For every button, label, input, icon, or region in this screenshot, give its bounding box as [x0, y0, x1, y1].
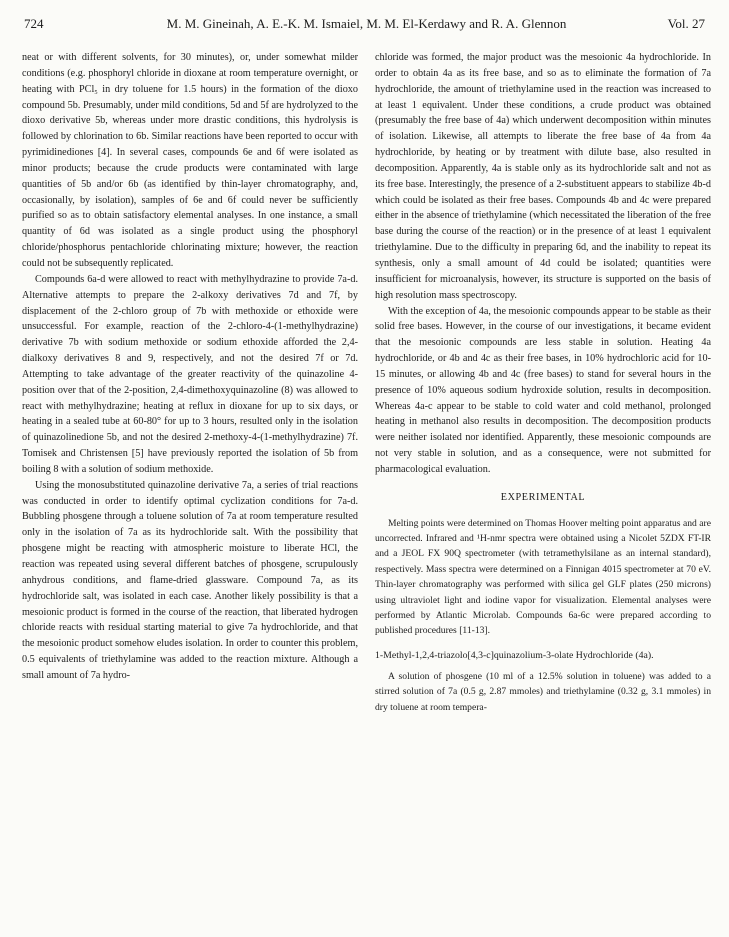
experimental-paragraph: Melting points were determined on Thomas Hoover melting point apparatus and are uncorrected. Infrared and ¹H-nmr spectra were obtained using a Nicolet 5ZDX FT-IR and a JEOL FX 90Q spectrometer (with tetramethylsilane as an internal standard), respectively. Mass spectra were determined on a Finnigan 4015 spectrometer at 70 eV. Thin-layer chromatography was performed with silica gel GLF plates (250 microns) using ultraviolet light and iodine vapor for visualization. Elemental analyses were performed by Atlantic Microlab. Compounds 6a-6c were prepared according to published procedures [11-13]. — [375, 517, 711, 637]
right-column — [375, 50, 711, 715]
page-number: 724 — [24, 16, 44, 31]
running-header — [22, 16, 711, 38]
paragraph: chloride was formed, the major product was the mesoionic 4a hydrochloride. In order to obtain 4a as its free base, and so as to eliminate the formation of 7a hydrochloride, the amount of triethylamine used in the reaction was increased to at least 1 equivalent. Under these conditions, a crude product was obtained (presumably the free base of 4a) which underwent decomposition within minutes of isolation. Likewise, all attempts to liberate the free base of 4a from 4a hydrochloride, by heating or by treatment with dilute base, also resulted in decomposition. Apparently, 4a is stable only as its hydrochloride salt and not as its free base. Interestingly, the presence of a 2-substituent appears to stabilize 4b-d which could be isolated as their free bases. Compounds 4b and 4c were prepared either in the absence of triethylamine (which necessitated the liberation of the free base during the course of the reaction) or in the presence of at least 1 equivalent triethylamine. Due to the difficulty in preparing 6d, and the inability to repeat its synthesis, only a small amount of 4d could be isolated; quantities were insufficient for microanalysis, however, its structure is supported on the basis of high resolution mass spectroscopy. — [375, 52, 711, 301]
paragraph: Compounds 6a-d were allowed to react with methylhydrazine to provide 7a-d. Alternative attempts to prepare the 2-alkoxy derivatives 7d and 7f, by displacement of the 2-chloro group of 7b with methoxide or ethoxide were unsuccessful. For example, reaction of the 2-chloro-4-(1-methylhydrazine) derivative 7b with sodium methoxide or sodium ethoxide afforded the 2,4-dialkoxy derivatives 8 and 9, respectively, and not the desired 7f or 7d. Attempting to take advantage of the greater reactivity of the quinazoline 4-position over that of the 2-position, 2,4-dimethoxyquinazoline (8) was allowed to react with methylhydrazine; heating at reflux in dioxane for up to six days, or heating in a sealed tube at 60-80° for up to 3 hours, resulted only in the isolation of quinazolinedione 5b, and not the desired 2-methoxy-4-(1-methylhydrazine) 7f. Tomisek and Christensen [5] have previously reported the isolation of 5b from boiling 8 with a solution of sodium methoxide. — [22, 273, 358, 475]
paragraph: Using the monosubstituted quinazoline derivative 7a, a series of trial reactions was conducted in order to identify optimal cyclization conditions for 7a-d. Bubbling phosgene through a toluene solution of 7a at room temperature resulted only in the isolation of 7a as its hydrochloride salt. With the possibility that phosgene might be reacting with atmospheric moisture to liberate HCl, the reaction was repeated using several different batches of phosgene, scrupulously anhydrous conditions, and flame-dried glassware. Compound 7a, as its hydrochloride salt, was isolated in each case. Another likely possibility is that a mesoionic product is formed in the course of the reaction, that liberated hydrogen chloride reacts with residual starting material to give 7a hydrochloride, and that the mesoionic product somehow eludes isolation. In order to counter this problem, 0.5 equivalents of triethylamine was added to the reaction mixture. Although a small amount of 7a hydro- — [22, 479, 358, 681]
volume-label: Vol. 27 — [667, 16, 705, 31]
paragraph: With the exception of 4a, the mesoionic compounds appear to be stable as their solid free bases. However, in the course of our investigations, it became evident that the mesoionic compounds are less stable in solution. Heating 4a hydrochloride, or 4b and 4c as their free bases, in 10% hydrochloric acid for 10-15 minutes, or allowing 4b and 4c (free bases) to stand for several hours in the presence of 10% aqueous sodium hydroxide solution, results in decomposition. Whereas 4a-c appear to be stable to cold water and cold methanol, prolonged heating in methanol also results in decomposition. The decomposition products were neither isolated nor identified. Apparently, these mesoionic compounds are not very stable in solution, and as a consequence, were not submitted for pharmacological evaluation. — [375, 305, 711, 475]
compound-heading: 1-Methyl-1,2,4-triazolo[4,3-c]quinazolium-3-olate Hydrochloride (4a). — [375, 649, 654, 661]
left-column — [22, 50, 358, 684]
section-heading: EXPERIMENTAL — [500, 491, 586, 503]
paragraph: neat or with different solvents, for 30 minutes), or, under somewhat milder conditions (e.g. phosphoryl chloride in dioxane at room temperature overnight, or heating with PCl₅ in dry toluene for 1.5 hours) in the formation of the dioxo compound 5b. Presumably, under mild conditions, 5d and 5f are hydrolyzed to the dioxo derivative 5b, whereas under more drastic conditions, this hydrolysis is followed by chlorination to 6b. Similar reactions have been reported to occur with pyrimidinediones [4]. In several cases, compounds 6e and 6f were isolated as minor products; because the crude products were contaminated with large quantities of 5b and/or 6b (as identified by thin-layer chromatography, and, occasionally, by isolation), samples of 6e and 6f could never be sufficiently purified so as to obtain satisfactory elemental analyses. In one instance, a small quantity of 6d was isolated as a single product using the phosphoryl chloride/phosphorus pentachloride chlorinating mixture; however, the reaction could not be subsequently replicated. — [22, 52, 358, 269]
running-authors: M. M. Gineinah, A. E.-K. M. Ismaiel, M. M. El-Kerdawy and R. A. Glennon — [166, 16, 567, 31]
experimental-paragraph: A solution of phosgene (10 ml of a 12.5% solution in toluene) was added to a stirred solution of 7a (0.5 g, 2.87 mmoles) and triethylamine (0.32 g, 3.1 mmoles) in dry toluene at room tempera- — [375, 670, 711, 713]
